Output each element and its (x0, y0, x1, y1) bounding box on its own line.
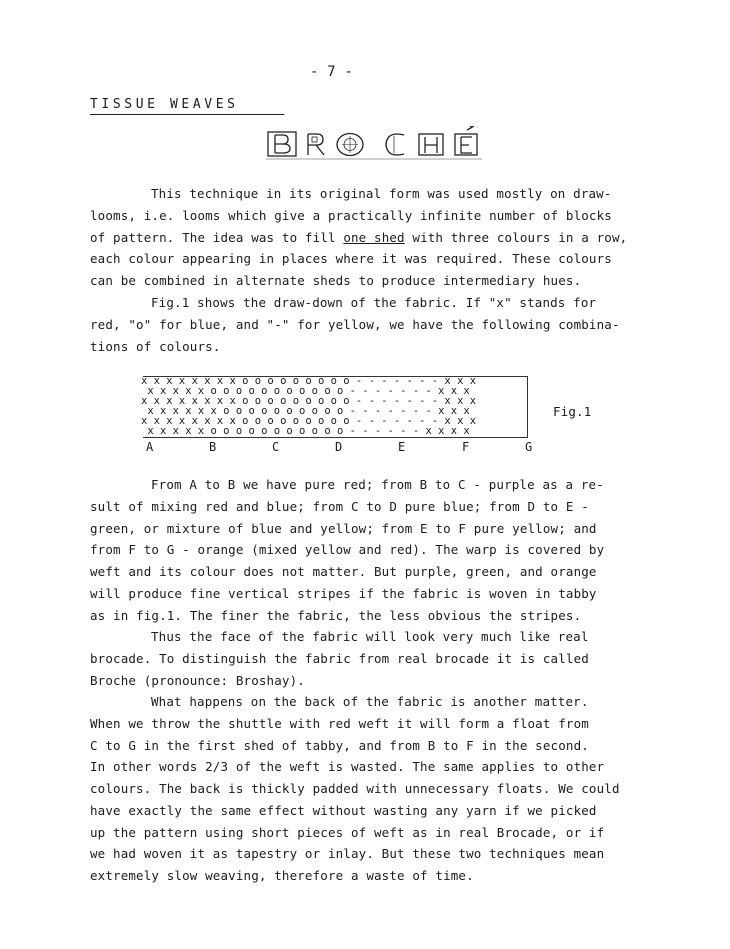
figure-1-caption: Fig.1 (553, 404, 592, 419)
draw-down-row-3: x x x x x x x x o o o o o o o o o - - - - - - - x x x (141, 395, 477, 407)
draw-down-row-1: x x x x x x x x o o o o o o o o o - - - - - - - x x x (141, 375, 477, 387)
paragraph-1-line-2: looms, i.e. looms which give a practically infinite number of blocks (90, 208, 612, 223)
figure-label-e: E (398, 440, 406, 454)
paragraph-5-line-4: In other words 2/3 of the weft is wasted. The same applies to other (90, 759, 605, 774)
paragraph-3-line-1: From A to B we have pure red; from B to C - purple as a re- (151, 477, 604, 492)
draw-down-row-4: x x x x x x o o o o o o o o o o - - - - - - - x x x (141, 405, 477, 417)
paragraph-5-line-8: we had woven it as tapestry or inlay. But these two techniques mean (90, 846, 605, 861)
figure-label-a: A (146, 440, 154, 454)
paragraph-5-line-5: colours. The back is thickly padded with unnecessary floats. We could (90, 781, 620, 796)
figure-label-b: B (209, 440, 217, 454)
paragraph-3-line-5: weft and its colour does not matter. But purple, green, and orange (90, 564, 597, 579)
figure-label-d: D (335, 440, 343, 454)
paragraph-4-line-2: brocade. To distinguish the fabric from real brocade it is called (90, 651, 589, 666)
figure-label-f: F (462, 440, 470, 454)
paragraph-1-line-4: each colour appearing in places where it was required. These colours (90, 251, 612, 266)
draw-down-row-6: x x x x x o o o o o o o o o o o - - - - - - x x x x (141, 425, 477, 437)
decorative-title-broche (266, 126, 482, 160)
paragraph-2-line-3: tions of colours. (90, 339, 221, 354)
figure-1-draw-down (141, 375, 531, 440)
draw-down-row-5: x x x x x x x x o o o o o o o o o - - - - - - - x x x (141, 415, 477, 427)
paragraph-1-line-5: can be combined in alternate sheds to produce intermediary hues. (90, 273, 582, 288)
section-heading: TISSUE WEAVES (90, 97, 239, 112)
paragraph-5-line-2: When we throw the shuttle with red weft it will form a float from (90, 716, 589, 731)
paragraph-3-line-7: as in fig.1. The finer the fabric, the less obvious the stripes. (90, 608, 582, 623)
paragraph-1-line-3 (90, 230, 627, 245)
paragraph-1-line-3-tail: with three colours in a row, (412, 230, 628, 245)
draw-down-row-2: x x x x x o o o o o o o o o o o - - - - - - - x x x (141, 385, 477, 397)
paragraph-5-line-1: What happens on the back of the fabric is another matter. (151, 694, 589, 709)
figure-label-g: G (525, 440, 533, 454)
figure-label-c: C (272, 440, 280, 454)
paragraph-3-line-4: from F to G - orange (mixed yellow and red). The warp is covered by (90, 542, 605, 557)
paragraph-3-line-6: will produce fine vertical stripes if the fabric is woven in tabby (90, 586, 597, 601)
paragraph-3-line-2: sult of mixing red and blue; from C to D pure blue; from D to E - (90, 499, 589, 514)
paragraph-1-line-3-text: of pattern. The idea was to fill (90, 230, 336, 245)
paragraph-2-line-1: Fig.1 shows the draw-down of the fabric. If "x" stands for (151, 295, 597, 310)
paragraph-5-line-6: have exactly the same effect without wasting any yarn if we picked (90, 803, 597, 818)
page-number: - 7 - (310, 64, 353, 80)
paragraph-3-line-3: green, or mixture of blue and yellow; from E to F pure yellow; and (90, 521, 597, 536)
paragraph-5-line-9: extremely slow weaving, therefore a waste of time. (90, 868, 474, 883)
paragraph-1-line-1: This technique in its original form was used mostly on draw- (151, 186, 612, 201)
paragraph-4-line-3: Broche (pronounce: Broshay). (90, 673, 305, 688)
section-heading-underline (90, 114, 284, 115)
paragraph-4-line-1: Thus the face of the fabric will look very much like real (151, 629, 589, 644)
paragraph-2-line-2: red, "o" for blue, and "-" for yellow, we have the following combina- (90, 317, 620, 332)
paragraph-5-line-3: C to G in the first shed of tabby, and from B to F in the second. (90, 738, 589, 753)
emphasis-one-shed: one shed (343, 230, 405, 245)
paragraph-5-line-7: up the pattern using short pieces of weft as in real Brocade, or if (90, 825, 605, 840)
